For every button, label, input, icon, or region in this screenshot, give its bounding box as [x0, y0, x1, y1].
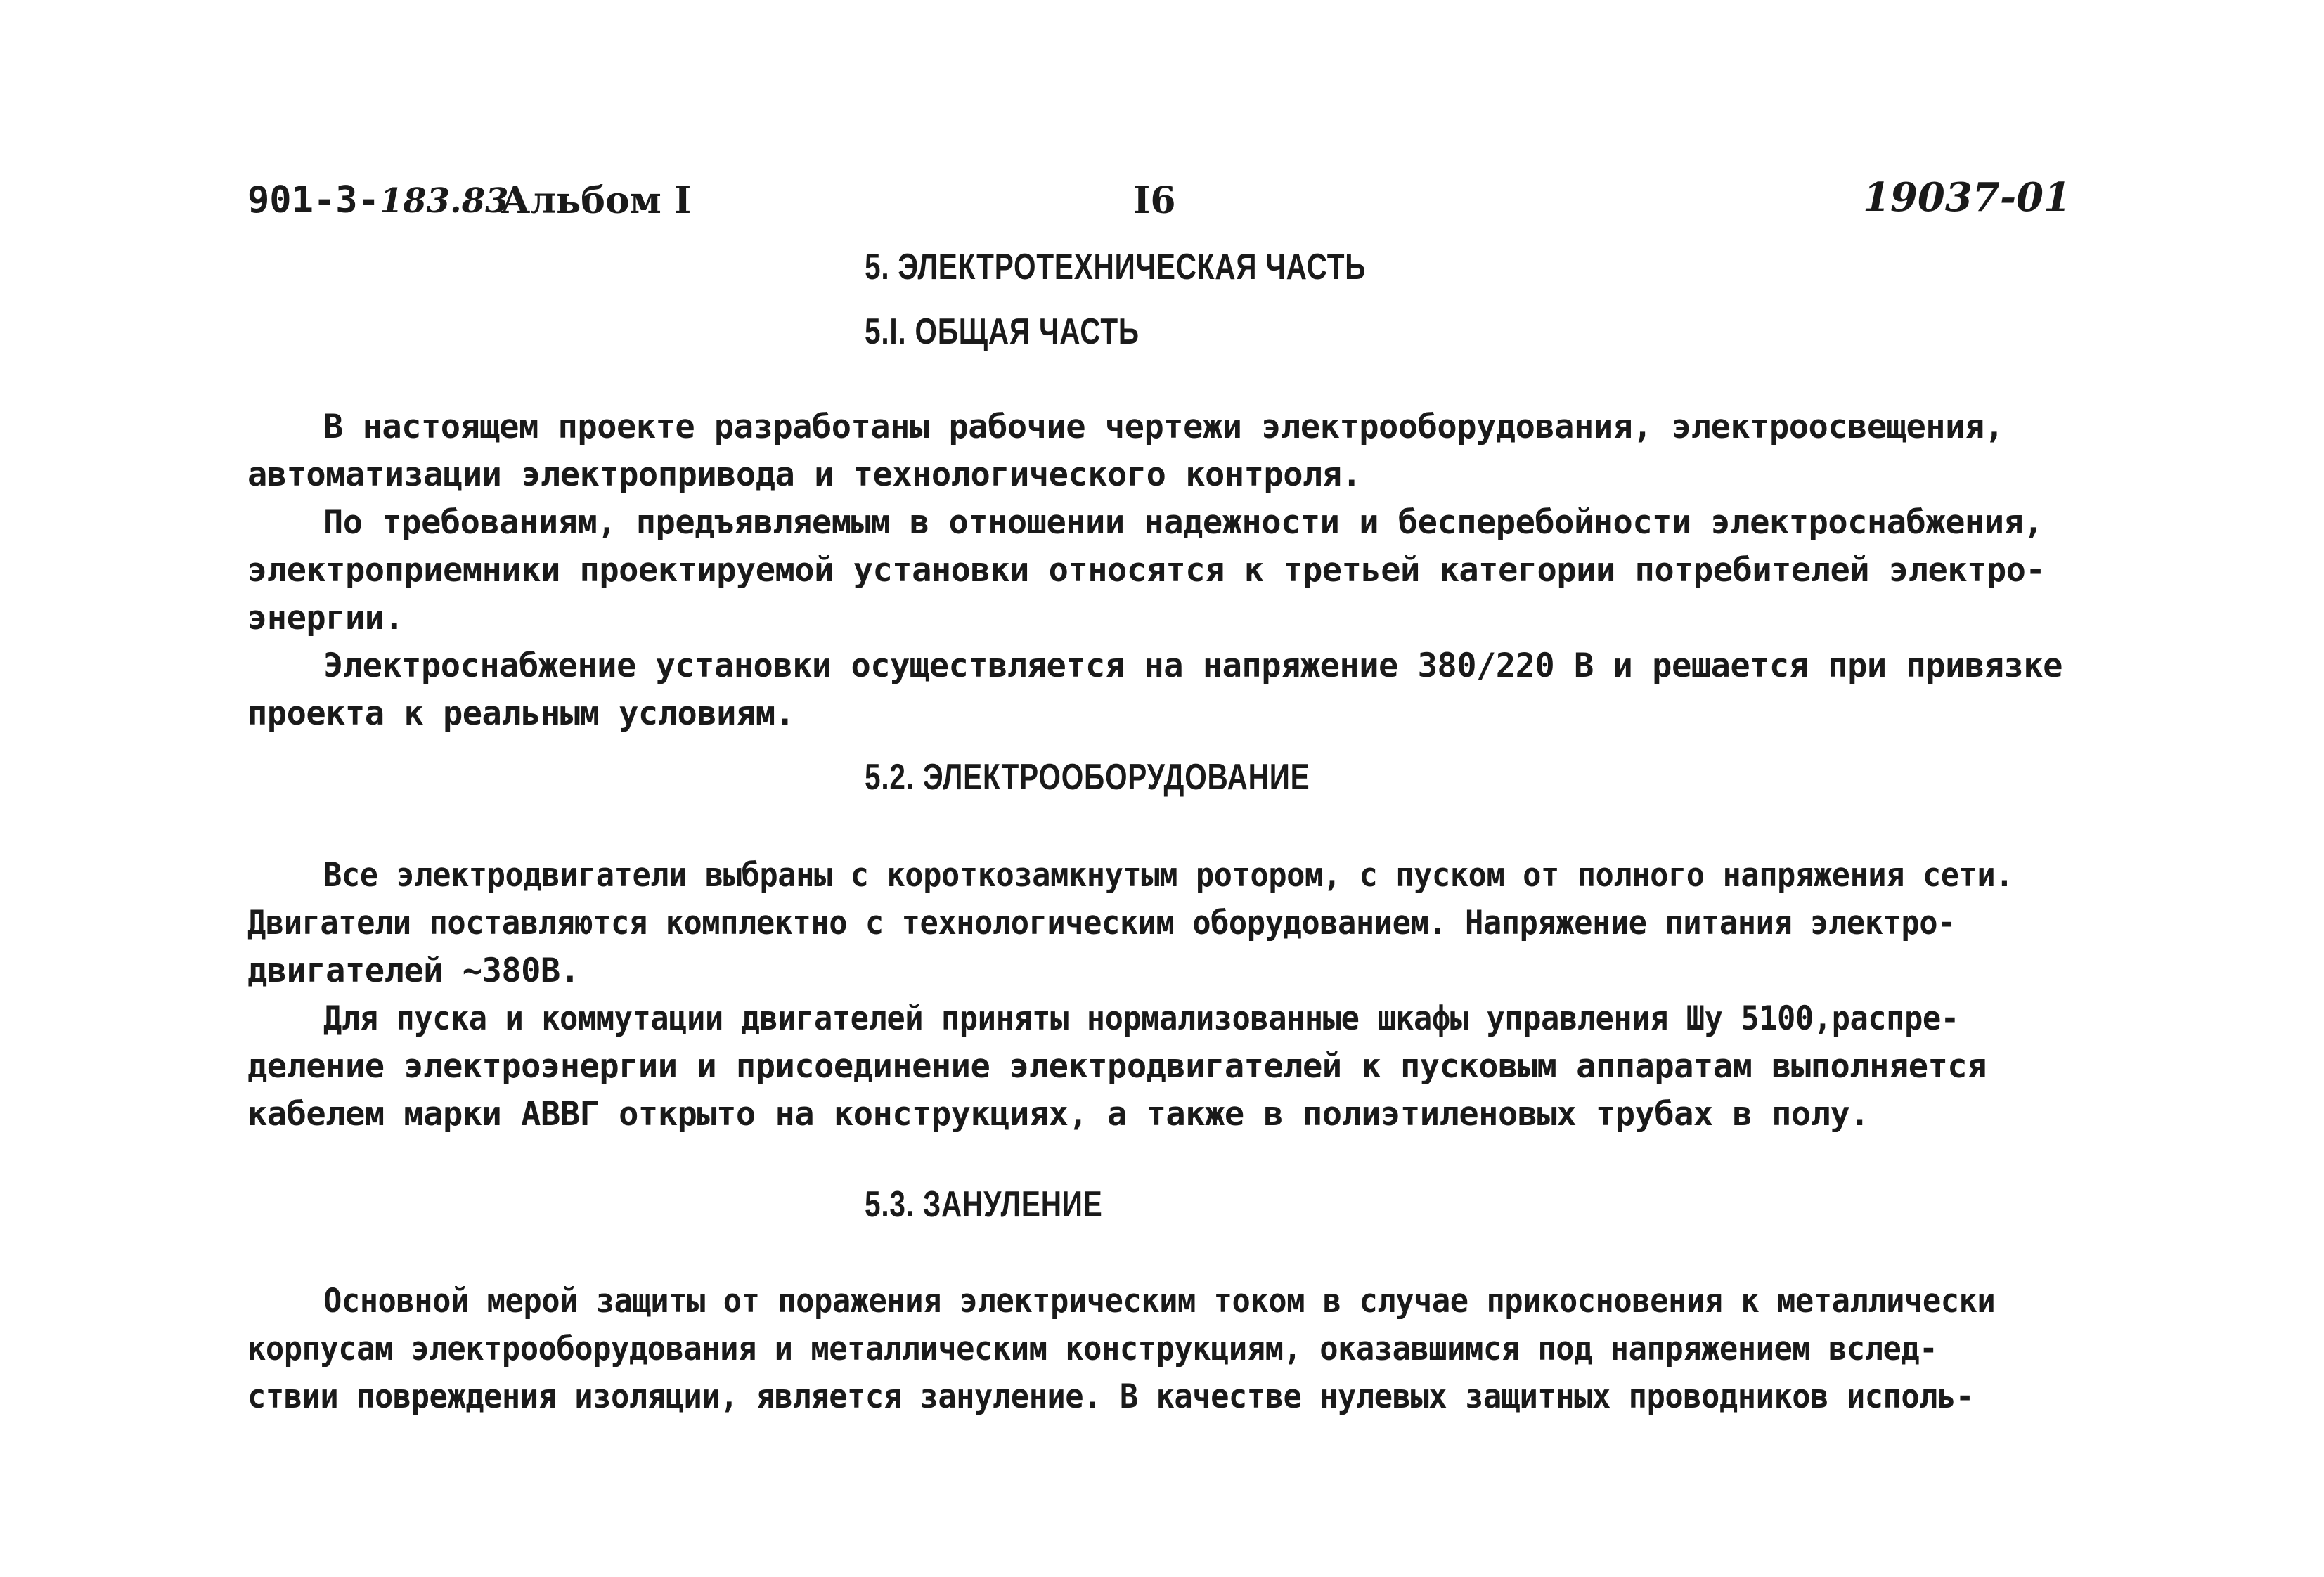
text-line: В настоящем проекте разработаны рабочие чертежи электрооборудования, электроосвещения,	[323, 408, 2004, 446]
album-label: Альбом I	[501, 179, 692, 222]
text-line: По требованиям, предъявляемым в отношении надежности и бесперебойности электроснабжения,	[323, 503, 2044, 542]
document-code-printed: 901-3-	[247, 179, 380, 221]
text-line: Электроснабжение установки осуществляется на напряжение 380/220 В и решается при привязке	[323, 647, 2062, 685]
text-line-content: ствии повреждения изоляции, является зануление. В качестве нулевых защитных проводников исполь-	[247, 1377, 1974, 1416]
text-line-content: Основной мерой защиты от поражения электрическим током в случае прикосновения к металлически	[323, 1282, 1996, 1320]
section-5-1-title: 5.I. ОБЩАЯ ЧАСТЬ	[865, 311, 1140, 352]
text-line: энергии.	[247, 599, 404, 637]
section-5-2-title: 5.2. ЭЛЕКТРООБОРУДОВАНИЕ	[865, 757, 1310, 798]
text-line: двигателей ~380В.	[247, 952, 580, 990]
text-line	[247, 852, 2075, 900]
text-line: кабелем марки АВВГ открыто на конструкциях, а также в полиэтиленовых трубах в полу.	[247, 1095, 1870, 1134]
text-line: проекта к реальным условиям.	[247, 694, 795, 733]
text-line: автоматизации электропривода и технологического контроля.	[247, 455, 1362, 494]
document-code	[247, 179, 509, 221]
text-line-content: Для пуска и коммутации двигателей приняты нормализованные шкафы управления Шу 5100,распре-	[323, 999, 1959, 1038]
section-5-2-text	[247, 852, 2075, 1138]
stamp-number: 19037-01	[1863, 174, 2071, 221]
document-code-handwritten: 183.83	[379, 181, 509, 221]
text-line-content: Все электродвигатели выбраны с короткозамкнутым ротором, с пуском от полного напряжения сети.	[323, 856, 2014, 895]
text-line	[247, 995, 2075, 1043]
section-5-3-text	[247, 1278, 2075, 1421]
section-5-1-text	[247, 403, 2075, 738]
text-line	[247, 900, 2075, 947]
text-line: электроприемники проектируемой установки относятся к третьей категории потребителей электро-	[247, 551, 2046, 590]
text-line-content: Двигатели поставляются комплектно с технологическим оборудованием. Напряжение питания электро-	[247, 904, 1956, 942]
text-line	[247, 1373, 2075, 1421]
text-line	[247, 1325, 2075, 1373]
page-number: I6	[1133, 179, 1176, 222]
text-line	[247, 1278, 2075, 1325]
section-5-3-title: 5.3. ЗАНУЛЕНИЕ	[865, 1184, 1103, 1225]
section-5-title: 5. ЭЛЕКТРОТЕХНИЧЕСКАЯ ЧАСТЬ	[865, 247, 1367, 287]
text-line: деление электроэнергии и присоединение электродвигателей к пусковым аппаратам выполняется	[247, 1047, 1987, 1086]
text-line-content: корпусам электрооборудования и металлическим конструкциям, оказавшимся под напряжением вслед-	[247, 1330, 1938, 1368]
